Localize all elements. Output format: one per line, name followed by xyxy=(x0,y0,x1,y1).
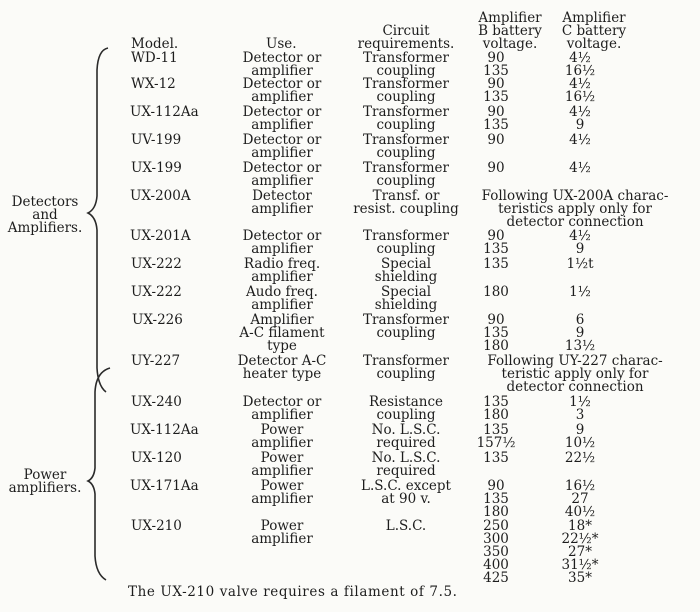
circuit-line: L.S.C. except xyxy=(361,478,451,494)
use-line: amplifier xyxy=(251,269,313,285)
c-voltage-value: 16½ xyxy=(564,63,596,79)
c-voltage-value: 18* xyxy=(568,518,592,534)
power-brace xyxy=(88,368,110,580)
use-line: Detector or xyxy=(242,50,322,66)
use-cell xyxy=(228,134,336,160)
b-voltage-cell xyxy=(472,520,520,585)
c-voltage-cell xyxy=(556,520,604,585)
model-cell: UX-201A xyxy=(130,228,191,244)
c-voltage-value: 4½ xyxy=(569,104,591,120)
header-use: Use. xyxy=(266,36,297,52)
b-voltage-cell xyxy=(472,106,520,132)
c-voltage-cell xyxy=(556,106,604,132)
c-voltage-cell xyxy=(556,396,604,422)
b-voltage-cell xyxy=(472,134,520,147)
note-line: teristics apply only for xyxy=(498,201,652,217)
b-voltage-cell xyxy=(472,78,520,104)
model-cell: WX-12 xyxy=(131,76,176,92)
circuit-cell xyxy=(352,520,460,533)
use-line: amplifier xyxy=(251,435,313,451)
model-cell: UX-112Aa xyxy=(130,104,199,120)
circuit-line: Transformer xyxy=(363,50,449,66)
use-cell xyxy=(228,258,336,284)
model-cell: WD-11 xyxy=(131,50,178,66)
use-cell xyxy=(228,78,336,104)
b-voltage-value: 90 xyxy=(487,160,505,176)
c-voltage-value: 10½ xyxy=(564,435,596,451)
use-cell xyxy=(228,480,336,506)
c-voltage-value: 22½* xyxy=(561,531,599,547)
use-line: Detector or xyxy=(242,394,322,410)
circuit-line: coupling xyxy=(376,63,436,79)
c-voltage-value: 4½ xyxy=(569,228,591,244)
use-line: amplifier xyxy=(251,407,313,423)
c-voltage-cell xyxy=(556,258,604,271)
group-label-line: Power xyxy=(23,467,67,483)
group-label-line: Amplifiers. xyxy=(7,220,83,236)
model-cell: UX-210 xyxy=(131,518,182,534)
b-voltage-cell xyxy=(472,258,520,271)
use-line: Power xyxy=(260,422,304,438)
b-voltage-value: 157½ xyxy=(476,435,516,451)
use-line: Detector or xyxy=(242,228,322,244)
circuit-line: required xyxy=(376,435,436,451)
c-voltage-value: 31½* xyxy=(561,557,599,573)
circuit-line: Transformer xyxy=(363,312,449,328)
c-voltage-value: 16½ xyxy=(564,478,596,494)
b-voltage-value: 90 xyxy=(487,228,505,244)
circuit-line: at 90 v. xyxy=(381,491,431,507)
c-voltage-cell xyxy=(556,452,604,465)
model-cell: UX-226 xyxy=(132,312,183,328)
c-voltage-value: 13½ xyxy=(564,338,596,354)
b-voltage-value: 90 xyxy=(487,132,505,148)
c-voltage-value: 1½t xyxy=(566,256,594,272)
circuit-line: Special xyxy=(380,284,432,300)
circuit-line: coupling xyxy=(376,325,436,341)
c-voltage-cell xyxy=(556,314,604,353)
circuit-cell xyxy=(352,52,460,78)
circuit-line: coupling xyxy=(376,173,436,189)
b-voltage-value: 135 xyxy=(483,89,509,105)
circuit-line: shielding xyxy=(374,269,438,285)
c-voltage-cell xyxy=(556,78,604,104)
circuit-line: shielding xyxy=(374,297,438,313)
circuit-cell xyxy=(352,134,460,160)
b-voltage-cell xyxy=(472,286,520,299)
b-voltage-value: 425 xyxy=(483,570,509,586)
c-voltage-value: 27* xyxy=(568,544,592,560)
use-line: Power xyxy=(260,518,304,534)
note-line: Following UX-200A charac- xyxy=(481,188,669,204)
use-line: amplifier xyxy=(251,491,313,507)
c-voltage-cell xyxy=(556,286,604,299)
circuit-cell xyxy=(352,355,460,381)
header-circuit-line: Circuit xyxy=(382,23,430,39)
circuit-line: Transformer xyxy=(363,76,449,92)
model-cell: UX-171Aa xyxy=(130,478,199,494)
circuit-line: Transformer xyxy=(363,160,449,176)
b-voltage-cell xyxy=(472,314,520,353)
use-cell xyxy=(228,520,336,546)
use-line: Amplifier xyxy=(250,312,314,328)
circuit-cell xyxy=(352,230,460,256)
b-voltage-value: 90 xyxy=(487,50,505,66)
use-line: amplifier xyxy=(251,241,313,257)
use-cell xyxy=(228,106,336,132)
c-voltage-value: 35* xyxy=(568,570,592,586)
use-line: Detector or xyxy=(242,76,322,92)
use-line: A-C filament xyxy=(239,325,325,341)
note-line: Following UY-227 charac- xyxy=(487,353,663,369)
circuit-cell xyxy=(352,424,460,450)
use-cell xyxy=(228,286,336,312)
use-line: amplifier xyxy=(251,145,313,161)
circuit-line: L.S.C. xyxy=(385,518,427,534)
b-voltage-value: 135 xyxy=(483,241,509,257)
header-circuit-line: requirements. xyxy=(357,36,455,52)
b-voltage-value: 135 xyxy=(483,63,509,79)
header-b-line: Amplifier xyxy=(478,10,542,26)
c-voltage-value: 9 xyxy=(575,325,585,341)
b-voltage-cell xyxy=(472,230,520,256)
use-line: Detector or xyxy=(242,160,322,176)
circuit-cell xyxy=(352,480,460,506)
b-voltage-value: 135 xyxy=(483,422,509,438)
c-voltage-cell xyxy=(556,424,604,450)
c-voltage-cell xyxy=(556,480,604,519)
use-cell xyxy=(228,452,336,478)
c-voltage-value: 22½ xyxy=(564,450,596,466)
group-label-line: Detectors xyxy=(11,194,79,210)
use-line: amplifier xyxy=(251,201,313,217)
header-b-line: voltage. xyxy=(482,36,538,52)
use-line: amplifier xyxy=(251,63,313,79)
b-voltage-value: 135 xyxy=(483,117,509,133)
b-voltage-cell xyxy=(472,452,520,465)
c-voltage-value: 3 xyxy=(575,407,585,423)
b-voltage-value: 250 xyxy=(483,518,509,534)
circuit-cell xyxy=(352,258,460,284)
c-voltage-value: 4½ xyxy=(569,76,591,92)
header-b-line: B battery xyxy=(478,23,542,39)
c-voltage-value: 4½ xyxy=(569,160,591,176)
model-cell: UV-199 xyxy=(131,132,182,148)
circuit-line: coupling xyxy=(376,407,436,423)
use-line: Radio freq. xyxy=(243,256,321,272)
header-c-line: C battery xyxy=(561,23,627,39)
use-cell xyxy=(228,424,336,450)
b-voltage-value: 300 xyxy=(483,531,509,547)
circuit-line: resist. coupling xyxy=(353,201,459,217)
c-voltage-value: 40½ xyxy=(564,504,596,520)
model-cell: UX-200A xyxy=(130,188,191,204)
footnote: The UX-210 valve requires a filament of 7.5. xyxy=(128,584,458,600)
use-line: Detector or xyxy=(242,104,322,120)
circuit-line: Transformer xyxy=(363,104,449,120)
c-voltage-cell xyxy=(556,230,604,256)
circuit-line: No. L.S.C. xyxy=(371,450,441,466)
b-voltage-value: 90 xyxy=(487,478,505,494)
b-voltage-value: 180 xyxy=(483,338,509,354)
use-line: amplifier xyxy=(251,463,313,479)
c-voltage-value: 4½ xyxy=(569,50,591,66)
model-cell: UX-240 xyxy=(131,394,182,410)
b-voltage-value: 350 xyxy=(483,544,509,560)
b-voltage-value: 135 xyxy=(483,325,509,341)
note-cell xyxy=(466,190,684,229)
b-voltage-cell xyxy=(472,480,520,519)
use-line: Detector or xyxy=(242,132,322,148)
c-voltage-cell xyxy=(556,162,604,175)
c-voltage-value: 1½ xyxy=(569,394,591,410)
use-cell xyxy=(228,52,336,78)
circuit-line: required xyxy=(376,463,436,479)
use-line: heater type xyxy=(242,366,322,382)
use-line: amplifier xyxy=(251,89,313,105)
circuit-cell xyxy=(352,452,460,478)
c-voltage-value: 16½ xyxy=(564,89,596,105)
note-line: teristic apply only for xyxy=(501,366,649,382)
b-voltage-cell xyxy=(472,162,520,175)
group-label-line: amplifiers. xyxy=(8,480,82,496)
c-voltage-value: 6 xyxy=(575,312,585,328)
use-cell xyxy=(228,314,336,353)
use-line: type xyxy=(267,338,297,354)
model-cell: UX-222 xyxy=(131,256,182,272)
c-voltage-cell xyxy=(556,52,604,78)
use-line: amplifier xyxy=(251,531,313,547)
circuit-line: Transformer xyxy=(363,353,449,369)
use-line: Detector A-C xyxy=(237,353,327,369)
use-cell xyxy=(228,355,336,381)
b-voltage-value: 90 xyxy=(487,76,505,92)
b-voltage-value: 135 xyxy=(483,450,509,466)
model-cell: UX-120 xyxy=(131,450,182,466)
c-voltage-value: 9 xyxy=(575,422,585,438)
c-voltage-value: 1½ xyxy=(569,284,591,300)
model-cell: UX-199 xyxy=(131,160,182,176)
use-cell xyxy=(228,396,336,422)
b-voltage-cell xyxy=(472,424,520,450)
circuit-line: coupling xyxy=(376,366,436,382)
circuit-line: coupling xyxy=(376,89,436,105)
use-cell xyxy=(228,230,336,256)
circuit-line: coupling xyxy=(376,117,436,133)
note-line: detector connection xyxy=(506,379,644,395)
circuit-cell xyxy=(352,286,460,312)
circuit-line: Transf. or xyxy=(372,188,440,204)
model-cell: UX-222 xyxy=(131,284,182,300)
c-voltage-value: 9 xyxy=(575,117,585,133)
model-cell: UY-227 xyxy=(131,353,181,369)
circuit-cell xyxy=(352,162,460,188)
note-cell xyxy=(466,355,684,394)
c-voltage-value: 27 xyxy=(571,491,589,507)
circuit-cell xyxy=(352,190,460,216)
note-line: detector connection xyxy=(506,214,644,230)
circuit-line: No. L.S.C. xyxy=(371,422,441,438)
b-voltage-cell xyxy=(472,52,520,78)
circuit-line: coupling xyxy=(376,145,436,161)
group-label-line: and xyxy=(32,207,58,223)
use-line: amplifier xyxy=(251,297,313,313)
circuit-cell xyxy=(352,106,460,132)
header-c-line: voltage. xyxy=(566,36,622,52)
use-line: Audo freq. xyxy=(246,284,318,300)
b-voltage-value: 400 xyxy=(483,557,509,573)
use-line: Power xyxy=(260,450,304,466)
use-cell xyxy=(228,190,336,216)
circuit-cell xyxy=(352,314,460,340)
circuit-line: Transformer xyxy=(363,228,449,244)
c-voltage-cell xyxy=(556,134,604,147)
use-line: amplifier xyxy=(251,173,313,189)
c-voltage-value: 4½ xyxy=(569,132,591,148)
c-voltage-value: 9 xyxy=(575,241,585,257)
circuit-line: coupling xyxy=(376,241,436,257)
b-voltage-value: 180 xyxy=(483,284,509,300)
b-voltage-value: 90 xyxy=(487,312,505,328)
b-voltage-value: 180 xyxy=(483,504,509,520)
b-voltage-value: 90 xyxy=(487,104,505,120)
header-c-line: Amplifier xyxy=(562,10,626,26)
circuit-cell xyxy=(352,396,460,422)
b-voltage-cell xyxy=(472,396,520,422)
circuit-line: Resistance xyxy=(368,394,444,410)
model-cell: UX-112Aa xyxy=(130,422,199,438)
b-voltage-value: 135 xyxy=(483,256,509,272)
circuit-line: Special xyxy=(380,256,432,272)
circuit-cell xyxy=(352,78,460,104)
use-line: Power xyxy=(260,478,304,494)
circuit-line: Transformer xyxy=(363,132,449,148)
use-line: Detector xyxy=(252,188,312,204)
detectors-brace xyxy=(88,48,108,392)
b-voltage-value: 180 xyxy=(483,407,509,423)
use-line: amplifier xyxy=(251,117,313,133)
b-voltage-value: 135 xyxy=(483,394,509,410)
b-voltage-value: 135 xyxy=(483,491,509,507)
use-cell xyxy=(228,162,336,188)
header-model: Model. xyxy=(131,36,179,52)
